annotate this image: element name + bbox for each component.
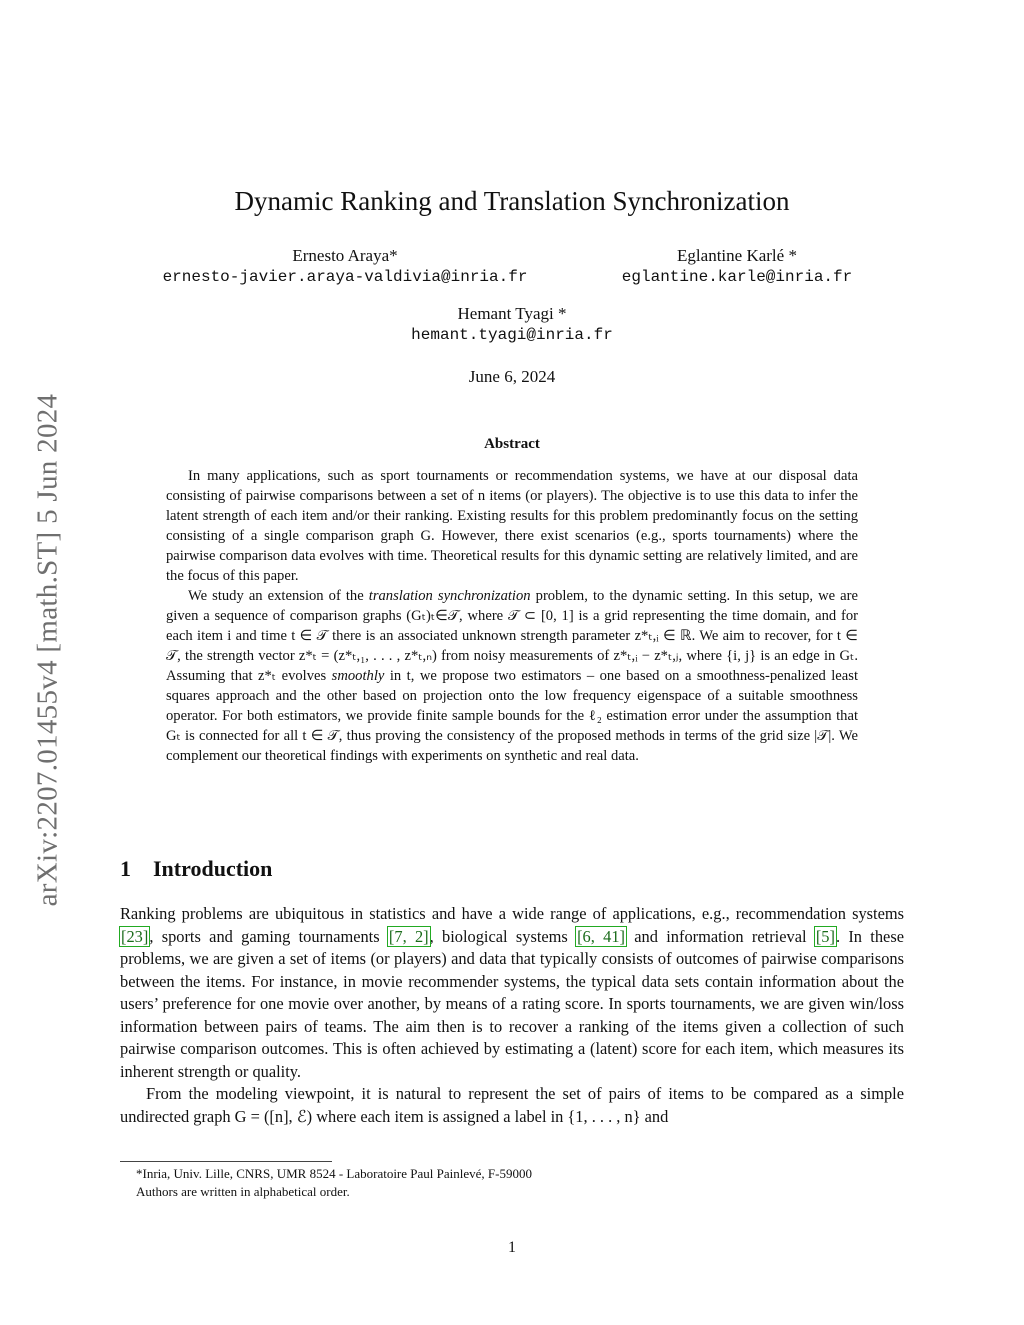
- section-heading: [120, 856, 272, 882]
- abstract-heading: Abstract: [484, 436, 540, 452]
- citation-link[interactable]: [6, 41]: [577, 926, 625, 946]
- body-paragraph: From the modeling viewpoint, it is natural to represent the set of pairs of items to be compared as a simple undirected graph G = ([n], ℰ) where each item is assigned a label in {1, . . . , n} and: [120, 1084, 904, 1126]
- body-paragraph: Ranking problems are ubiquitous in statistics and have a wide range of applications, e.g., recommendation systems [23], sports and gaming tournaments [7, 2], biological systems [6, 41] and information retrieval [5]. In these problems, we are given a set of items (or players) and data that typically consists of outcomes of pairwise comparisons between the items. For instance, in movie recommender systems, the typical data sets contain information about the users’ preference for one movie over another, by means of a rating score. In sports tournaments, we are given win/loss information between pairs of teams. The aim then is to recover a ranking of the items given a collection of such pairwise comparison outcomes. This is often achieved by estimating a (latent) score for each item, which measures its inherent strength or quality.: [120, 904, 904, 1081]
- citation-link[interactable]: [23]: [121, 926, 149, 946]
- introduction-body: [120, 903, 904, 1128]
- section-number: 1: [120, 856, 131, 881]
- page-number: 1: [508, 1239, 516, 1256]
- author-block-1: [150, 246, 540, 286]
- author-email: hemant.tyagi@inria.fr: [411, 326, 613, 344]
- arxiv-identifier: arXiv:2207.01455v4 [math.ST] 5 Jun 2024: [31, 393, 64, 907]
- author-email: ernesto-javier.araya-valdivia@inria.fr: [162, 268, 528, 286]
- author-block-2: [592, 246, 882, 286]
- section-title: Introduction: [153, 856, 273, 881]
- footnote-rule: [120, 1161, 332, 1162]
- citation-link[interactable]: [5]: [815, 926, 835, 946]
- paper-date: June 6, 2024: [468, 367, 556, 386]
- citation-link[interactable]: [7, 2]: [388, 926, 429, 946]
- footnote-note: Authors are written in alphabetical order.: [136, 1184, 350, 1199]
- footnote-affiliation: *Inria, Univ. Lille, CNRS, UMR 8524 - Laboratoire Paul Painlevé, F-59000: [136, 1166, 532, 1181]
- author-email: eglantine.karle@inria.fr: [621, 268, 853, 286]
- footnote: [136, 1165, 532, 1201]
- paper-title: Dynamic Ranking and Translation Synchronization: [234, 186, 790, 216]
- author-name: Ernesto Araya*: [292, 246, 398, 265]
- abstract-body: [166, 466, 858, 766]
- author-name: Eglantine Karlé *: [677, 246, 797, 265]
- abstract-paragraph: We study an extension of the translation synchronization problem, to the dynamic setting. In this setup, we are given a sequence of comparison graphs (Gₜ)ₜ∈𝒯, where 𝒯 ⊂ [0, 1] is a grid representing the time domain, and for each item i and time t ∈ 𝒯 there is an associated unknown strength parameter z*ₜ,ᵢ ∈ ℝ. We aim to recover, for t ∈ 𝒯, the strength vector z*ₜ = (z*ₜ,₁, . . . , z*ₜ,ₙ) from noisy measurements of z*ₜ,ᵢ − z*ₜ,ⱼ, where {i, j} is an edge in Gₜ. Assuming that z*ₜ evolves smoothly in t, we propose two estimators – one based on a smoothness-penalized least squares approach and the other based on projection onto the low frequency eigenspace of a suitable smoothness operator. For both estimators, we provide finite sample bounds for the ℓ₂ estimation error under the assumption that Gₜ is connected for all t ∈ 𝒯, thus proving the consistency of the proposed methods in terms of the grid size |𝒯|. We complement our theoretical findings with experiments on synthetic and real data.: [166, 588, 858, 764]
- author-name: Hemant Tyagi *: [457, 304, 567, 323]
- author-block-3: [362, 304, 662, 344]
- abstract-paragraph: In many applications, such as sport tournaments or recommendation systems, we have at our disposal data consisting of pairwise comparisons between a set of n items (or players). The objective is to use this data to infer the latent strength of each item and/or their ranking. Existing results for this problem predominantly focus on the setting consisting of a single comparison graph G. However, there exist scenarios (e.g., sports tournaments) where the pairwise comparison data evolves with time. Theoretical results for this dynamic setting are relatively limited, and are the focus of this paper.: [166, 468, 858, 584]
